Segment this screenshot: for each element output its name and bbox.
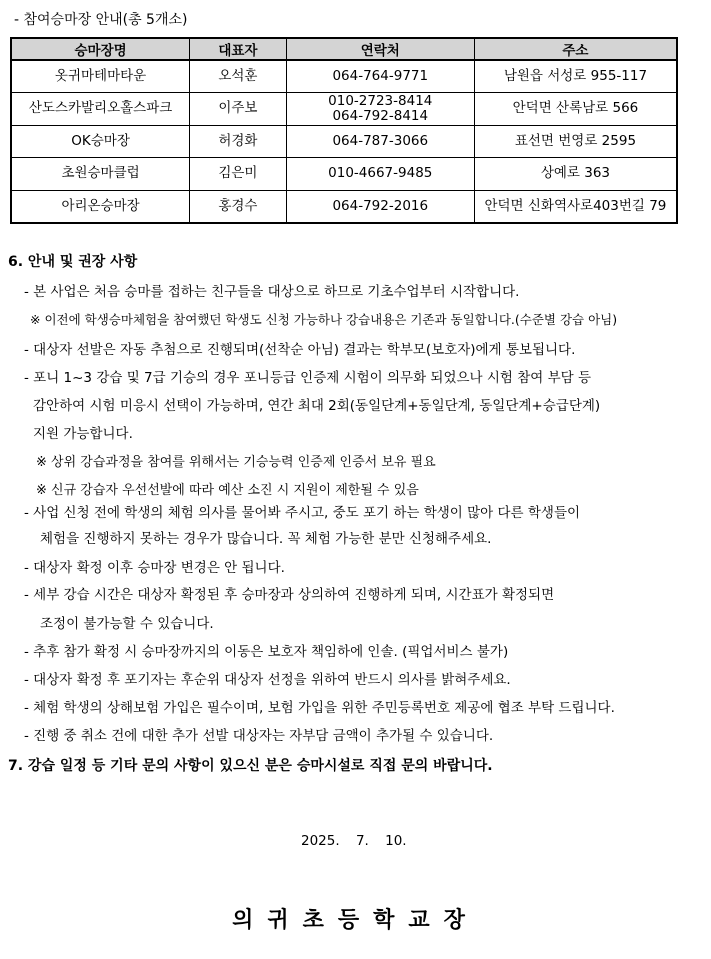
venue-table bbox=[10, 37, 678, 224]
table-header-row bbox=[11, 38, 677, 60]
notice-item: - 대상자 선발은 자동 추첨으로 진행되며(선착순 아님) 결과는 학부모(보호자)에게 통보됩니다. bbox=[24, 342, 576, 358]
notice-note: ※ 신규 강습자 우선선발에 따라 예산 소진 시 지원이 제한될 수 있음 bbox=[36, 483, 419, 498]
venue-name: 아리온승마장 bbox=[11, 190, 190, 223]
table-row bbox=[11, 92, 677, 125]
notice-item-continued: 체험을 진행하지 못하는 경우가 많습니다. 꼭 체험 가능한 분만 신청해주세요. bbox=[40, 531, 492, 547]
table-row bbox=[11, 60, 677, 92]
notice-item: - 대상자 확정 후 포기자는 후순위 대상자 선정을 위하여 반드시 의사를 밝혀주세요. bbox=[24, 672, 511, 688]
notice-item: - 세부 강습 시간은 대상자 확정된 후 승마장과 상의하여 진행하게 되며, 시간표가 확정되면 bbox=[24, 587, 555, 603]
venue-representative: 이주보 bbox=[190, 92, 287, 125]
notice-item: - 체험 학생의 상해보험 가입은 필수이며, 보험 가입을 위한 주민등록번호 제공에 협조 부탁 드립니다. bbox=[24, 700, 615, 716]
venue-phone bbox=[286, 92, 474, 125]
venue-phone: 064-787-3066 bbox=[286, 125, 474, 157]
venue-name: 옷귀마테마타운 bbox=[11, 60, 190, 92]
venue-address: 표선면 번영로 2595 bbox=[474, 125, 677, 157]
venue-phone: 064-764-9771 bbox=[286, 60, 474, 92]
notice-item: - 대상자 확정 이후 승마장 변경은 안 됩니다. bbox=[24, 560, 285, 576]
notice-item-continued: 감안하여 시험 미응시 선택이 가능하며, 연간 최대 2회(동일단계+동일단계, 동일단계+승급단계) bbox=[33, 398, 601, 414]
venue-representative: 홍경수 bbox=[190, 190, 287, 223]
table-row bbox=[11, 190, 677, 223]
venue-phone-secondary: 064-792-8414 bbox=[332, 107, 429, 124]
venue-address: 상예로 363 bbox=[474, 157, 677, 190]
notice-item: - 본 사업은 처음 승마를 접하는 친구들을 대상으로 하므로 기초수업부터 시작합니다. bbox=[24, 284, 520, 300]
table-row bbox=[11, 125, 677, 157]
notice-item-continued: 조정이 불가능할 수 있습니다. bbox=[40, 616, 214, 632]
notice-item: - 사업 신청 전에 학생의 체험 의사를 물어봐 주시고, 중도 포기 하는 학생이 많아 다른 학생들이 bbox=[24, 505, 581, 521]
document-date: 2025. 7. 10. bbox=[301, 833, 407, 849]
column-header-contact: 연락처 bbox=[286, 38, 474, 60]
venue-name: OK승마장 bbox=[11, 125, 190, 157]
notice-note: ※ 상위 강습과정을 참여를 위해서는 기승능력 인증제 인증서 보유 필요 bbox=[36, 455, 436, 470]
venue-representative: 허경화 bbox=[190, 125, 287, 157]
notice-item: - 추후 참가 확정 시 승마장까지의 이동은 보호자 책임하에 인솔. (픽업서비스 불가) bbox=[24, 644, 509, 660]
venue-phone: 010-4667-9485 bbox=[286, 157, 474, 190]
venue-name: 초원승마클럽 bbox=[11, 157, 190, 190]
venue-representative: 오석훈 bbox=[190, 60, 287, 92]
column-header-representative: 대표자 bbox=[190, 38, 287, 60]
table-row bbox=[11, 157, 677, 190]
venue-representative: 김은미 bbox=[190, 157, 287, 190]
signer-name: 의귀초등학교장 bbox=[232, 908, 479, 933]
venue-address: 남원읍 서성로 955-117 bbox=[474, 60, 677, 92]
venue-phone: 064-792-2016 bbox=[286, 190, 474, 223]
notice-item-continued: 지원 가능합니다. bbox=[33, 426, 133, 442]
venue-name: 산도스카발리오홀스파크 bbox=[11, 92, 190, 125]
column-header-address: 주소 bbox=[474, 38, 677, 60]
venue-phone-primary: 010-2723-8414 bbox=[328, 92, 433, 109]
notice-note: ※ 이전에 학생승마체험을 참여했던 학생도 신청 가능하나 강습내용은 기존과 동일합니다.(수준별 강습 아님) bbox=[30, 312, 618, 327]
venue-address: 안덕면 산록남로 566 bbox=[474, 92, 677, 125]
notice-item: - 포니 1~3 강습 및 7급 기승의 경우 포니등급 인증제 시험이 의무화 되었으나 시험 참여 부담 등 bbox=[24, 370, 592, 386]
venue-address: 안덕면 신화역사로403번길 79 bbox=[474, 190, 677, 223]
notice-item: - 진행 중 취소 건에 대한 추가 선발 대상자는 자부담 금액이 추가될 수 있습니다. bbox=[24, 728, 494, 744]
section-6-heading: 6. 안내 및 권장 사항 bbox=[8, 254, 138, 270]
section-7-heading: 7. 강습 일정 등 기타 문의 사항이 있으신 분은 승마시설로 직접 문의 바랍니다. bbox=[8, 758, 493, 774]
column-header-name: 승마장명 bbox=[11, 38, 190, 60]
participating-venues-intro: - 참여승마장 안내(총 5개소) bbox=[14, 12, 188, 28]
